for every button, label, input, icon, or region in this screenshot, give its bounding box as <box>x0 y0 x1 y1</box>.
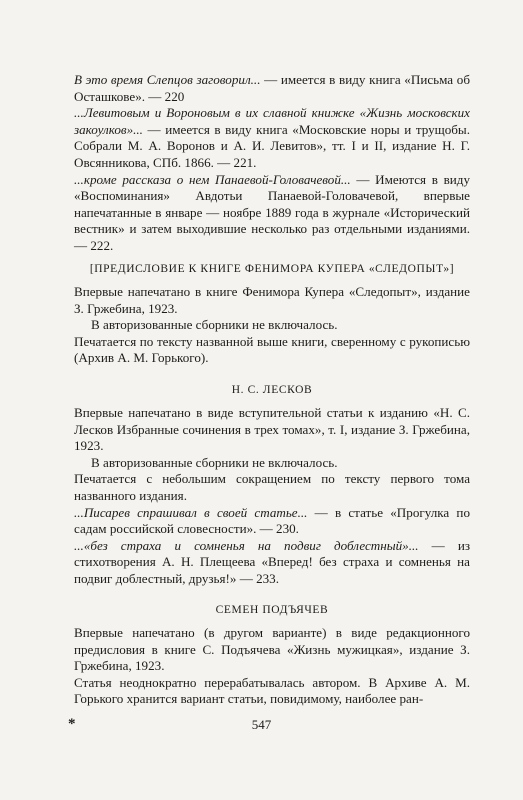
notes-block-sleptsov <box>74 72 470 255</box>
section-heading-leskov: Н. С. ЛЕСКОВ <box>231 384 313 396</box>
section-body-podyachev <box>74 625 470 708</box>
quote-text: ...Писарев спрашивал в своей статье... <box>74 504 308 520</box>
section-body-cooper <box>74 284 470 367</box>
note-text: — имеется в виду книга «Письма об Осташкове». — 220 <box>74 72 470 104</box>
note-text: — в статье «Прогулка по садам российской словесности». — 230. <box>74 504 470 537</box>
note-paragraph <box>74 72 470 105</box>
paragraph: Впервые напечатано в виде вступительной статьи к изданию «Н. С. Лесков Избранные сочинения в трех томах», т. I, издание З. Гржебина, 1923. <box>74 405 470 454</box>
paragraph: В авторизованные сборники не включалось. <box>91 317 338 333</box>
page-number: 547 <box>251 717 272 732</box>
quote-text: ...Левитовым и Вороновым в их славной книжке «Жизнь московских закоулков»... <box>74 105 470 137</box>
section-heading-cooper: [ПРЕДИСЛОВИЕ К КНИГЕ ФЕНИМОРА КУПЕРА «СЛЕДОПЫТ»] <box>89 263 455 275</box>
note-paragraph <box>74 538 470 588</box>
paragraph: Печатается с небольшим сокращением по тексту первого тома названного издания. <box>74 471 470 503</box>
section-heading-podyachev: СЕМЕН ПОДЪЯЧЕВ <box>215 604 329 616</box>
paragraph: Статья неоднократно перерабатывалась автором. В Архиве А. М. Горького хранится вариант статьи, повидимому, наиболее ран- <box>74 674 470 707</box>
note-text: — Имеются в виду «Воспоминания» Авдотьи Панаевой-Головачевой, впервые напечатанные в январе — ноябре 1889 года в журнале «Исторический вестник» и затем выходившие несколько раз отдельными изданиями. — 222. <box>74 171 470 253</box>
note-text: — имеется в виду книга «Московские норы и трущобы. Собрали М. А. Воронов и А. И. Левитов», тт. I и II, издание Н. Г. Овсянникова, СПб. 1866. — 221. <box>74 121 470 170</box>
paragraph: Печатается по тексту названной выше книги, сверенному с рукописью (Архив А. М. Горького). <box>74 333 470 366</box>
paragraph: Впервые напечатано (в другом варианте) в виде редакционного предисловия в книге С. Подъячева «Жизнь мужицкая», издание З. Гржебина, 1923. <box>74 625 470 674</box>
note-paragraph <box>74 105 470 171</box>
section-body-leskov <box>74 405 470 588</box>
note-paragraph <box>74 172 470 255</box>
note-text: — из стихотворения А. Н. Плещеева «Вперед! без страха и сомненья на подвиг доблестный, друзья!» — 233. <box>74 537 470 586</box>
quote-text: ...кроме рассказа о нем Панаевой-Головачевой... <box>74 171 351 187</box>
paragraph: В авторизованные сборники не включалось. <box>91 454 338 470</box>
paragraph: Впервые напечатано в книге Фенимора Купера «Следопыт», издание З. Гржебина, 1923. <box>74 284 470 316</box>
note-paragraph <box>74 505 470 538</box>
quote-text: ...«без страха и сомненья на подвиг доблестный»... <box>74 537 419 553</box>
signature-mark: * <box>68 716 76 732</box>
quote-text: В это время Слепцов заговорил... <box>74 72 261 87</box>
